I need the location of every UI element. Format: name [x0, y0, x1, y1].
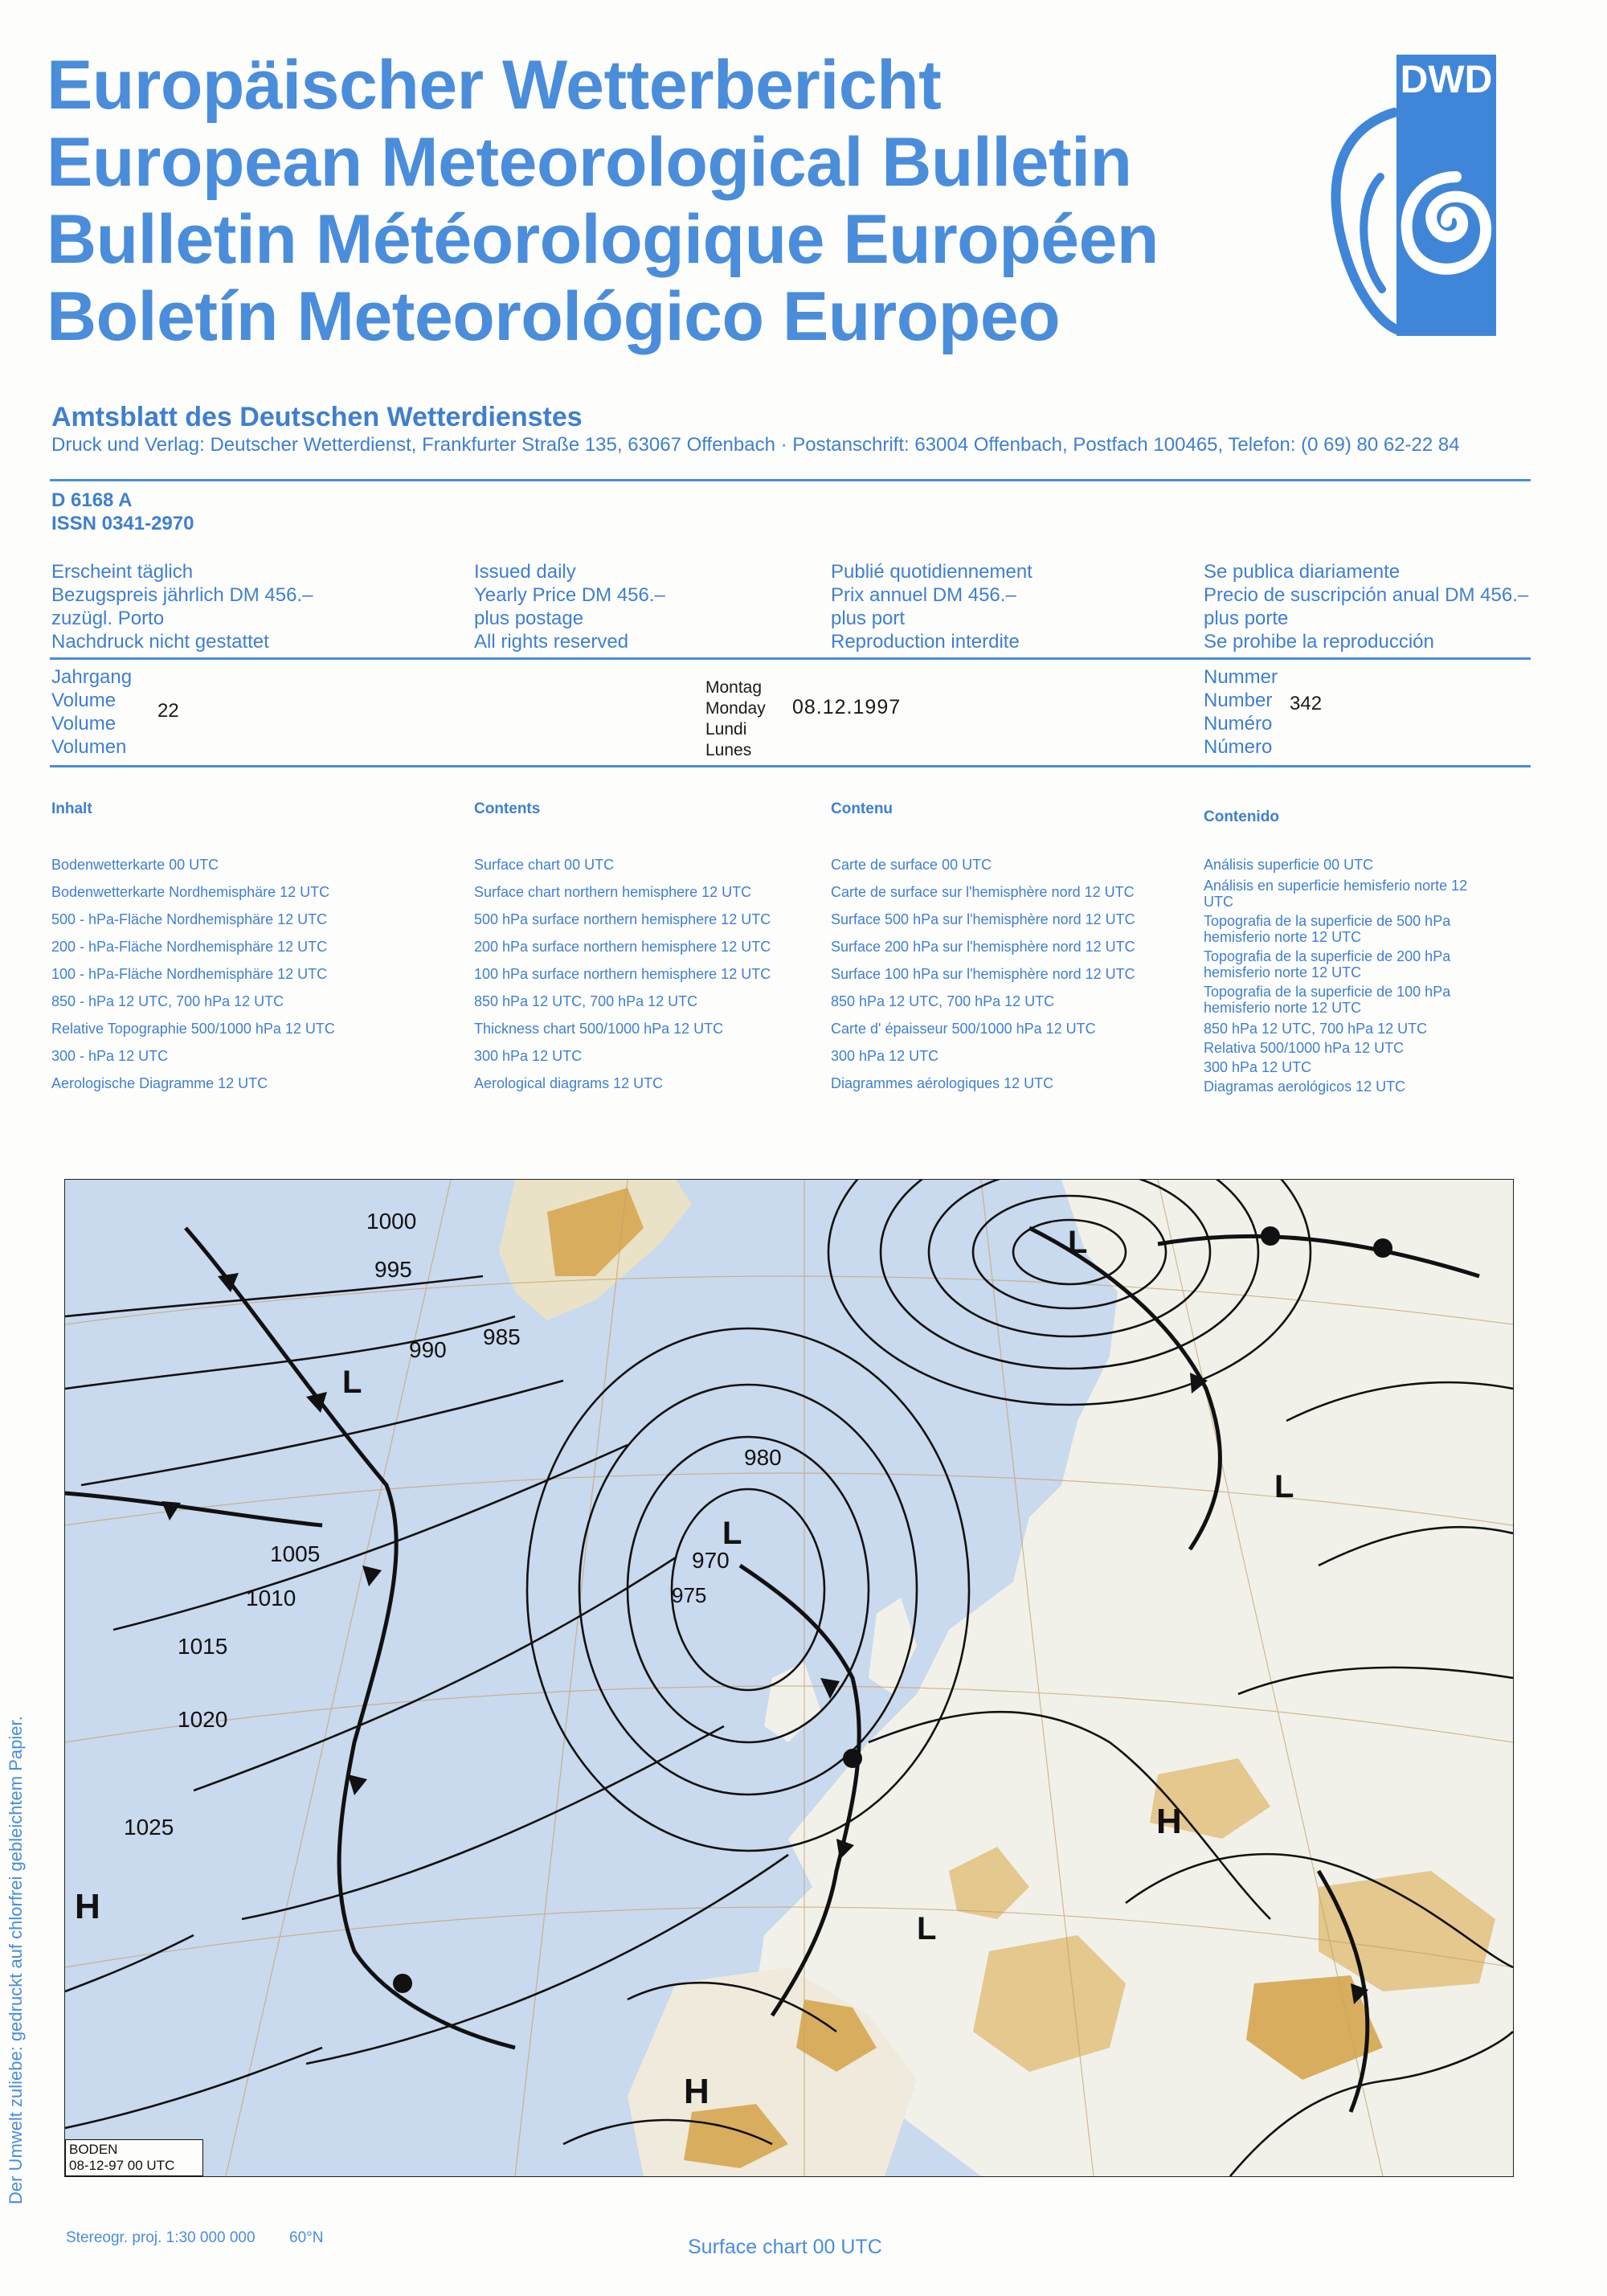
isobar-label: 980 [744, 1445, 782, 1470]
divider [50, 479, 1531, 481]
day-label: Montag [705, 678, 763, 697]
low-pressure-center: L [1068, 1225, 1088, 1260]
contents-item: 500 hPa surface northern hemisphere 12 UTC [474, 911, 771, 927]
title-es: Boletín Meteorológico Europeo [47, 278, 1061, 355]
code-d: D 6168 A [51, 489, 133, 511]
contents-item: 100 hPa surface northern hemisphere 12 UTC [474, 966, 771, 982]
isobar-label: 995 [374, 1257, 412, 1282]
day-label: Monday [705, 699, 766, 718]
isobar-label: 1000 [366, 1209, 417, 1234]
info-line: plus port [831, 608, 906, 629]
divider [50, 657, 1531, 660]
stamp-date: 08-12-97 00 UTC [69, 2158, 175, 2173]
low-pressure-center: L [342, 1365, 362, 1400]
contents-item: Análisis superficie 00 UTC [1204, 857, 1374, 873]
contents-item: Bodenwetterkarte 00 UTC [51, 857, 219, 873]
contents-item: Surface chart northern hemisphere 12 UTC [474, 884, 752, 900]
contents-item: 850 - hPa 12 UTC, 700 hPa 12 UTC [51, 993, 284, 1009]
publisher-name: Amtsblatt des Deutschen Wetterdienstes [51, 402, 583, 432]
contents-item: Análisis en superficie hemisferio norte 12 UTC [1204, 878, 1468, 910]
number-label: Numéro [1204, 713, 1273, 735]
contents-item: 200 hPa surface northern hemisphere 12 UTC [474, 939, 771, 955]
info-line: zuzügl. Porto [51, 608, 165, 629]
divider [50, 765, 1531, 767]
contents-item: 850 hPa 12 UTC, 700 hPa 12 UTC [831, 993, 1055, 1009]
day-label: Lunes [705, 741, 752, 759]
title-fr: Bulletin Météorologique Européen [47, 201, 1159, 278]
issue-date: 08.12.1997 [792, 696, 902, 718]
logo-swirl-icon [1294, 80, 1398, 346]
contents-item: 300 - hPa 12 UTC [51, 1048, 169, 1064]
publisher-address: Druck und Verlag: Deutscher Wetterdienst, Frankfurter Straße 135, 63067 Offenbach · Postanschrift: 63004 Offenbach, Postfach 100465, Telefon: (0 69) 80 62-22 84 [51, 434, 1460, 456]
info-line: Publié quotidiennement [831, 561, 1032, 583]
info-line: Se publica diariamente [1204, 561, 1401, 583]
volume-label: Volume [51, 713, 117, 735]
day-labels [705, 677, 766, 761]
number-label: Nummer [1204, 666, 1278, 688]
contents-heading: Contenido [1204, 808, 1279, 825]
contents-item: Surface chart 00 UTC [474, 857, 615, 873]
number-label: Número [1204, 736, 1273, 758]
isobar-label: 970 [692, 1548, 730, 1573]
stamp-title: BODEN [69, 2142, 118, 2157]
isobar-label: 1020 [178, 1707, 228, 1732]
info-line: Erscheint täglich [51, 561, 194, 583]
contents-item: Relative Topographie 500/1000 hPa 12 UTC [51, 1021, 335, 1037]
volume-label: Volume [51, 690, 117, 711]
info-line: Reproduction interdite [831, 631, 1020, 653]
contents-item: Aerologische Diagramme 12 UTC [51, 1075, 268, 1091]
isobar-label: 1005 [270, 1541, 321, 1566]
contents-item: Surface 100 hPa sur l'hemisphère nord 12 UTC [831, 966, 1135, 982]
contents-item: Surface 500 hPa sur l'hemisphère nord 12 UTC [831, 911, 1135, 927]
contents-heading: Inhalt [51, 800, 92, 817]
contents-heading: Contents [474, 800, 541, 817]
isobar-label: 1015 [178, 1634, 228, 1659]
info-line: Issued daily [474, 561, 576, 583]
info-line: All rights reserved [474, 631, 629, 653]
info-line: Se prohibe la reproducción [1204, 631, 1434, 653]
surface-chart [64, 1179, 1514, 2177]
isobar-label: 1025 [124, 1815, 174, 1840]
spiral-icon [1396, 109, 1496, 334]
issue-info-de [51, 560, 313, 653]
info-line: plus porte [1204, 608, 1289, 629]
number-value: 342 [1290, 693, 1323, 714]
high-pressure-center: H [684, 2072, 709, 2111]
low-pressure-center: L [722, 1516, 742, 1551]
contents-item: Carte de surface 00 UTC [831, 857, 992, 873]
volume-value: 22 [157, 700, 179, 722]
issue-info-es [1204, 560, 1528, 653]
isobar-label: 990 [409, 1337, 447, 1362]
contents-item: Carte d' épaisseur 500/1000 hPa 12 UTC [831, 1021, 1096, 1037]
chart-stamp [65, 2139, 203, 2176]
issue-info-en [474, 560, 665, 653]
chart-caption: Surface chart 00 UTC [688, 2236, 882, 2258]
side-note: Der Umwelt zuliebe: gedruckt auf chlorfrei gebleichtem Papier. [6, 1716, 26, 2204]
contents-item: 300 hPa 12 UTC [474, 1048, 583, 1064]
low-pressure-center: L [1274, 1469, 1294, 1504]
contents-item: Bodenwetterkarte Nordhemisphäre 12 UTC [51, 884, 330, 900]
title-en: European Meteorological Bulletin [47, 124, 1132, 201]
logo-text: DWD [1400, 59, 1493, 101]
info-line: Bezugspreis jährlich DM 456.– [51, 584, 313, 606]
number-labels [1204, 665, 1278, 759]
contents-item: Surface 200 hPa sur l'hemisphère nord 12 UTC [831, 939, 1135, 955]
contents-item: 200 - hPa-Fläche Nordhemisphäre 12 UTC [51, 939, 328, 955]
contents-heading: Contenu [831, 800, 893, 817]
info-line: Nachdruck nicht gestattet [51, 631, 269, 653]
contents-item: Aerological diagrams 12 UTC [474, 1075, 664, 1091]
day-label: Lundi [705, 720, 747, 739]
contents-item: Thickness chart 500/1000 hPa 12 UTC [474, 1021, 724, 1037]
title-de: Europäischer Wetterbericht [47, 47, 942, 124]
contents-item: Carte de surface sur l'hemisphère nord 12 UTC [831, 884, 1135, 900]
contents-item: Topografia de la superficie de 200 hPa hemisferio norte 12 UTC [1204, 948, 1451, 980]
high-pressure-center: H [1156, 1802, 1182, 1841]
volume-label: Volumen [51, 736, 127, 758]
contents-item: 850 hPa 12 UTC, 700 hPa 12 UTC [1204, 1021, 1428, 1037]
contents-item: Diagrammes aérologiques 12 UTC [831, 1075, 1054, 1091]
contents-item: Topografia de la superficie de 500 hPa hemisferio norte 12 UTC [1204, 913, 1451, 945]
map-background [65, 1180, 1513, 2176]
contents-item: 500 - hPa-Fläche Nordhemisphäre 12 UTC [51, 911, 328, 927]
dwd-logo [1396, 55, 1496, 336]
high-pressure-center: H [75, 1887, 100, 1926]
info-line: Yearly Price DM 456.– [474, 584, 665, 606]
isobar-label: 1010 [246, 1586, 296, 1610]
info-line: Precio de suscripción anual DM 456.– [1204, 584, 1529, 606]
contents-item: Diagramas aerológicos 12 UTC [1204, 1078, 1406, 1095]
low-pressure-center: L [917, 1911, 937, 1946]
contents-item: 100 - hPa-Fläche Nordhemisphäre 12 UTC [51, 966, 328, 982]
info-line: Prix annuel DM 456.– [831, 584, 1016, 606]
contents-item: 300 hPa 12 UTC [831, 1048, 939, 1064]
code-issn: ISSN 0341-2970 [51, 513, 194, 534]
volume-label: Jahrgang [51, 666, 133, 688]
contents-item: 300 hPa 12 UTC [1204, 1059, 1312, 1075]
number-label: Number [1204, 690, 1273, 711]
isobar-label: 985 [483, 1324, 521, 1349]
contents-item: Relativa 500/1000 hPa 12 UTC [1204, 1040, 1405, 1056]
contents-item: 850 hPa 12 UTC, 700 hPa 12 UTC [474, 993, 698, 1009]
volume-labels [51, 665, 132, 759]
projection-note: Stereogr. proj. 1:30 000 000 [66, 2229, 256, 2246]
issue-info-fr [831, 560, 1032, 653]
latitude-label: 60°N [289, 2229, 324, 2246]
contents-item: Topografia de la superficie de 100 hPa hemisferio norte 12 UTC [1204, 984, 1451, 1016]
isobar-label: 975 [672, 1583, 707, 1607]
info-line: plus postage [474, 608, 584, 629]
